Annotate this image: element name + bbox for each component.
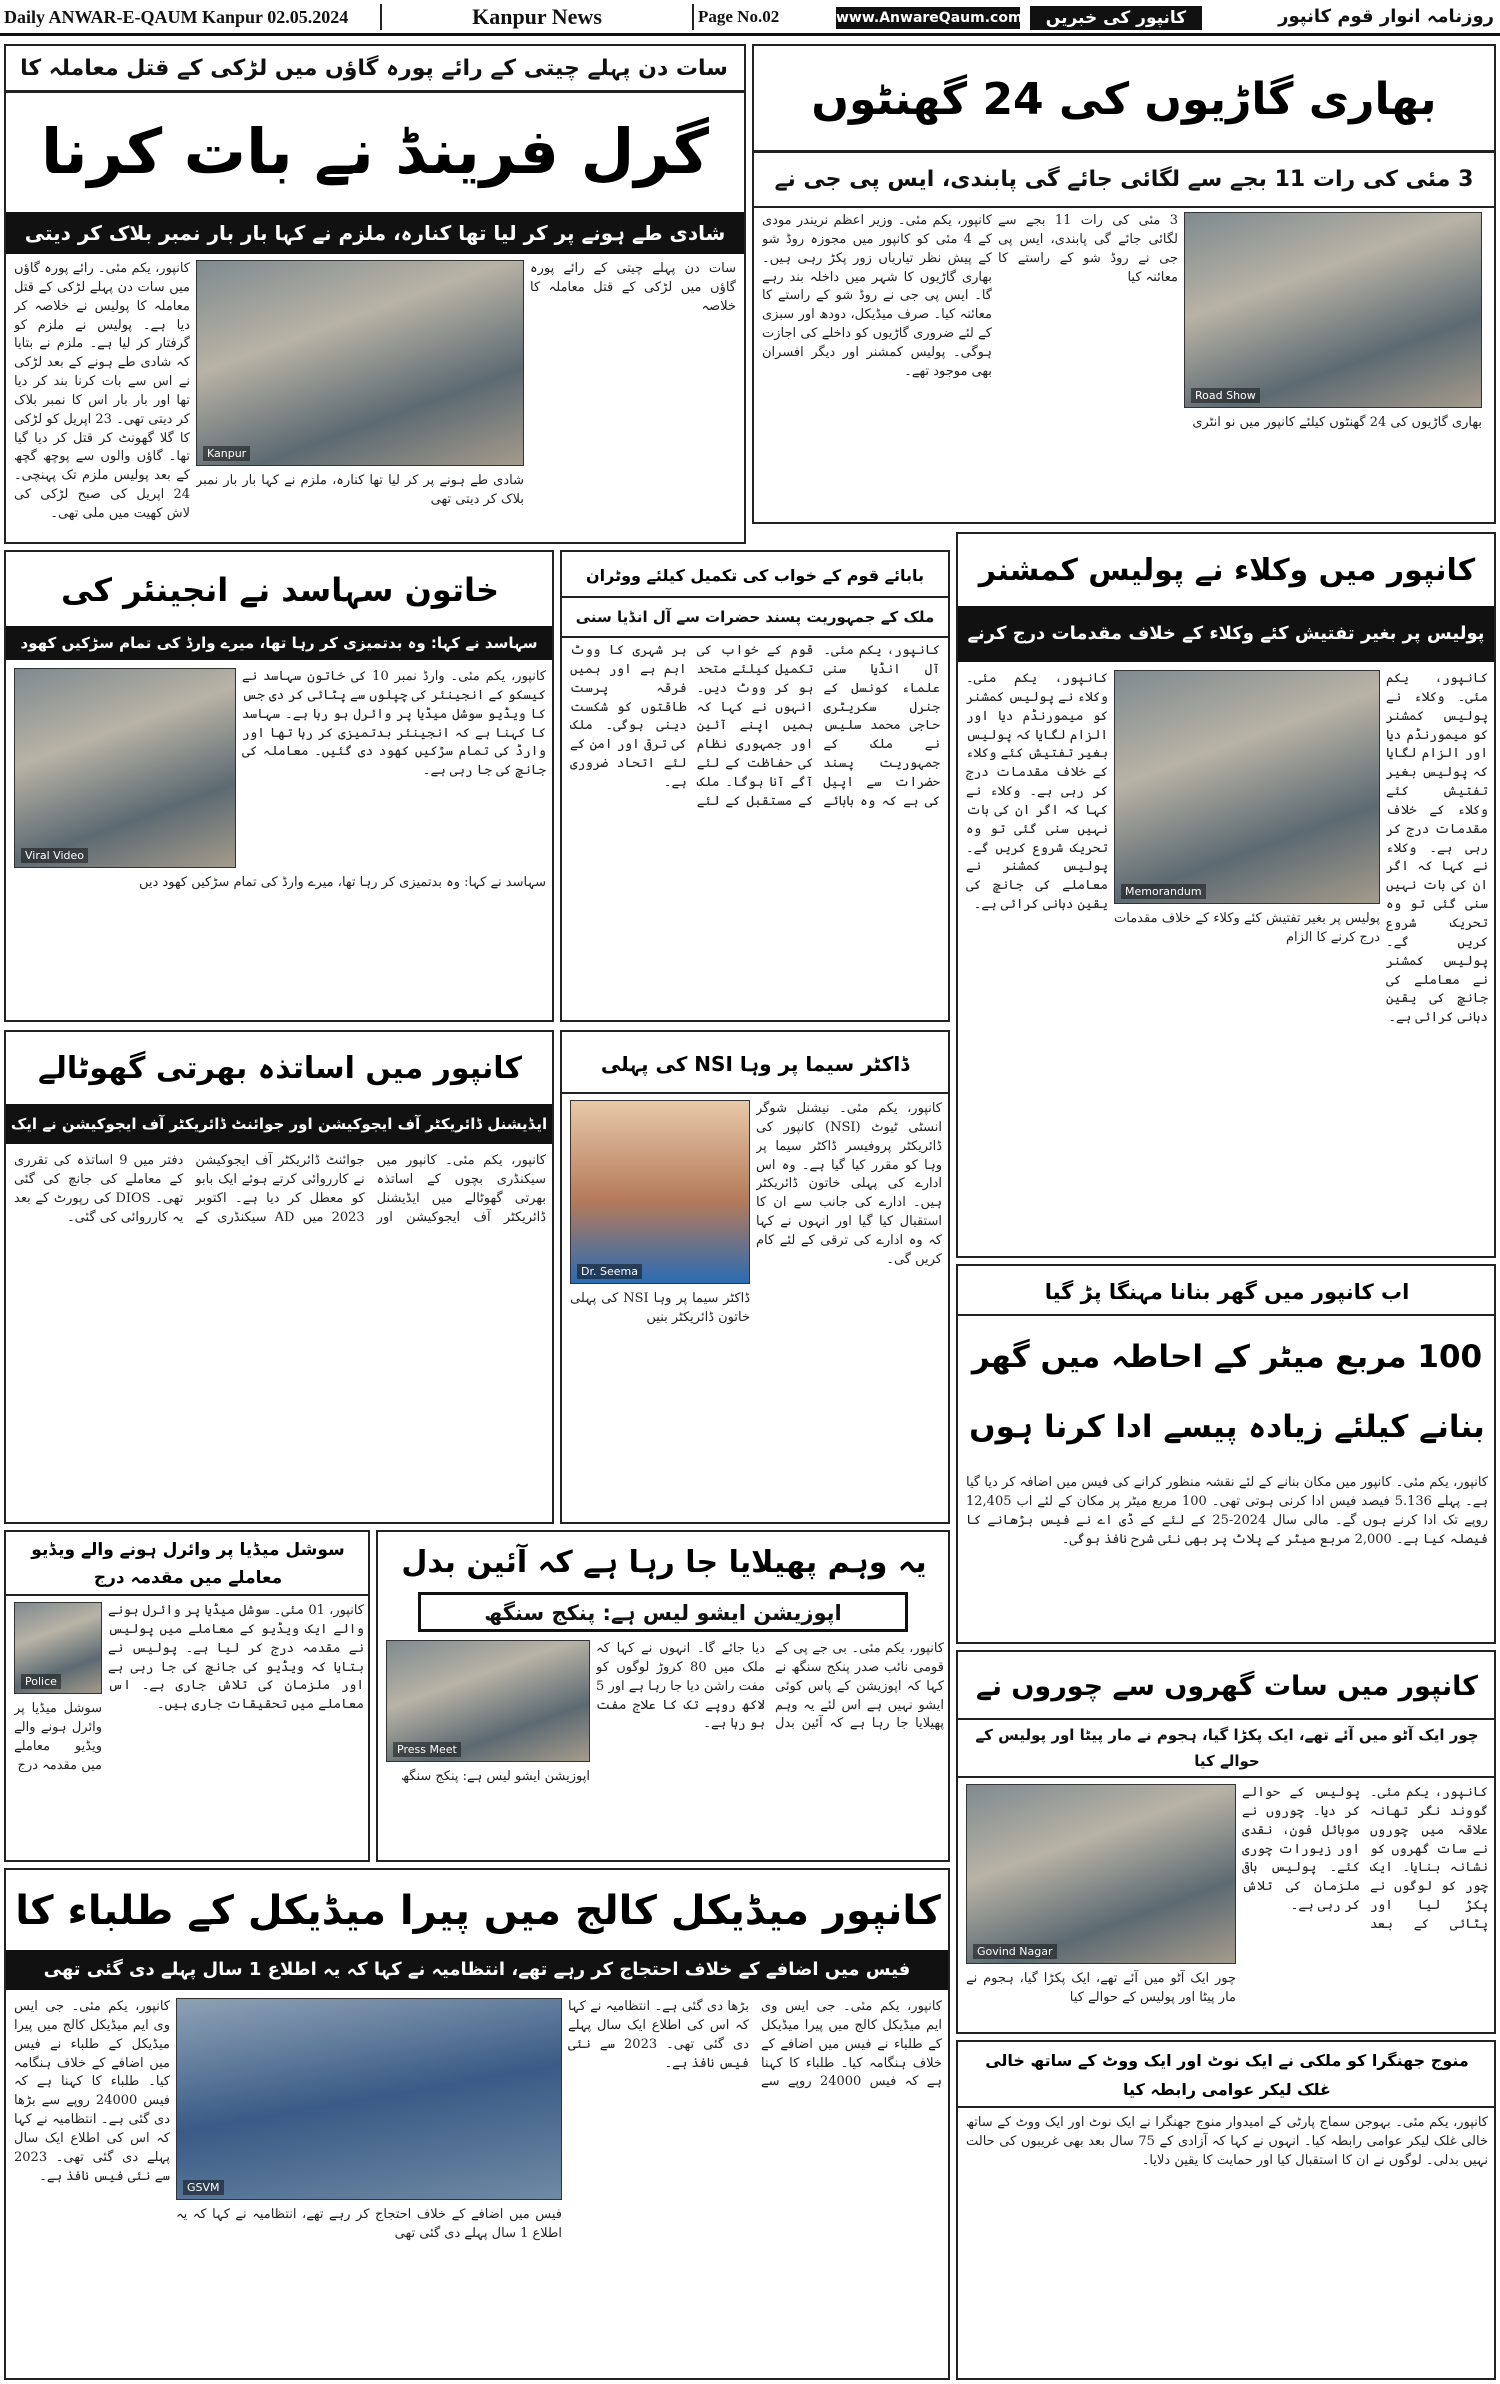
theft-headline: کانپور میں سات گھروں سے چوروں نے	[976, 1671, 1478, 1702]
constitution-subhead: اپوزیشن ایشو لیس ہے: پنکج سنگھ	[418, 1592, 908, 1632]
lawyers-body-col2: پولیس پر بغیر تفتیش کئے وکلاء کے خلاف مقدمات درج کرنے کا الزام	[1114, 911, 1380, 945]
theft-subhead: چور ایک آٹو میں آئے تھے، ایک پکڑا گیا، ہجوم نے مار پیٹا اور پولیس کے حوالے کیا	[975, 1726, 1479, 1770]
masthead-urdu-paper: روزنامہ انوار قوم کانپور	[1278, 6, 1494, 27]
lawyers-body-col3: کانپور، یکم مئی۔ وکلاء نے پولیس کمشنر کو میمورنڈم دیا اور الزام لگایا کہ پولیس بغیر تفتیش کئے وکلاء کے خلاف مقدمات درج کر رہی ہے۔ وکلاء نے کہا کہ اگر ان کی بات نہیں سنی گئی تو وہ تحریک شروع کریں گے۔ پولیس کمشنر نے معاملے کی جانچ کی یقین دہانی کرائی ہے۔	[1386, 671, 1488, 1026]
doctor-body-left: ڈاکٹر سیما پر وہا NSI کی پہلی خاتون ڈائریکٹر بنیں	[570, 1291, 750, 1325]
social-photo-tag: Police	[21, 1674, 61, 1689]
masthead	[0, 0, 1500, 36]
constitution-photo	[386, 1640, 590, 1762]
medical-photo-tag: GSVM	[183, 2180, 224, 2195]
masthead-urdu-section: کانپور کی خبریں	[1030, 6, 1202, 30]
house-headline: اب کانپور میں گھر بنانا مہنگا پڑ گیا	[1044, 1280, 1410, 1304]
manoj-body: کانپور، یکم مئی۔ بہوجن سماج پارٹی کے امیدوار منوج جھنگرا نے ایک نوٹ اور ایک ووٹ کے ساتھ خالی غلک لیکر عوامی رابطہ کیا۔ انہوں نے کہا کہ آزادی کے 75 سال بعد بھی غریبوں کی حالت نہیں بدلی۔ لوگوں نے ان کا استقبال کیا اور حمایت کا یقین دلایا۔	[966, 2115, 1488, 2168]
babay-body: کانپور، یکم مئی۔ آل انڈیا سنی علماء کونسل کے جنرل سکریٹری حاجی محمد سلیس نے ملک کے جمہوریت پسند حضرات سے اپیل کی ہے کہ وہ بابائے قوم کے خواب کی تکمیل کیلئے متحد ہو کر ووٹ دیں۔ انہوں نے کہا کہ ہمیں اپنے آئین اور جمہوری نظام کی حفاظت کے لئے آگے آنا ہوگا۔ ملک کے مستقبل کے لئے ہر شہری کا ووٹ اہم ہے اور ہمیں فرقہ پرست طاقتوں کو شکست دینی ہوگی۔ ملک کی ترقی اور امن کے لئے اتحاد ضروری ہے۔	[570, 643, 940, 809]
vehicles-photo	[1184, 212, 1482, 408]
social-photo	[14, 1602, 102, 1694]
story-medical	[4, 1868, 950, 2380]
masthead-section: Kanpur News	[472, 4, 602, 29]
engineer-body-right: کانپور، یکم مئی۔ وارڈ نمبر 10 کی خاتون سہاسد نے کیسکو کے انجینئر کی چپلوں سے پٹائی کر دی جس کا ویڈیو سوشل میڈیا پر وائرل ہو رہا ہے۔ سہاسد کا کہنا ہے کہ انجینئر بدتمیزی کر رہا تھا اور وارڈ کی تمام سڑکیں کھود دی گئیں۔ معاملہ کی جانچ کی جا رہی ہے۔	[242, 669, 546, 779]
social-body: کانپور، 01 مئی۔ سوشل میڈیا پر وائرل ہونے والے ایک ویڈیو کے معاملے میں پولیس نے مقدمہ درج کر لیا ہے۔ پولیس نے بتایا کہ ویڈیو کی جانچ کی جا رہی ہے اور ملزمان کی تلاش جاری ہے۔ اس معاملے میں تحقیقات جاری ہیں۔	[108, 1603, 364, 1713]
medical-body-below-photo: فیس میں اضافے کے خلاف احتجاج کر رہے تھے، انتظامیہ نے کہا کہ یہ اطلاع 1 سال پہلے دی گئی تھی	[176, 2207, 562, 2241]
engineer-subhead: سہاسد نے کہا: وہ بدتمیزی کر رہا تھا، میرے وارڈ کی تمام سڑکیں کھود	[6, 626, 552, 660]
girlfriend-photo	[196, 260, 524, 466]
girlfriend-photo-tag: Kanpur	[203, 446, 250, 461]
vehicles-headline: بھاری گاڑیوں کی 24 گھنٹوں	[811, 74, 1437, 125]
doctor-headline: ڈاکٹر سیما پر وہا NSI کی پہلی	[600, 1052, 910, 1076]
story-vehicles	[752, 44, 1496, 524]
masthead-daily-label: Daily ANWAR-E-QAUM Kanpur 02.05.2024	[4, 7, 349, 27]
story-theft	[956, 1650, 1496, 2034]
babay-headline: بابائے قوم کے خواب کی تکمیل کیلئے ووٹران	[585, 566, 925, 585]
babay-subhead: ملک کے جمہوریت پسند حضرات سے آل انڈیا سنی	[575, 608, 935, 626]
story-babay-qaum	[560, 550, 950, 1022]
theft-body-bottom: چور ایک آٹو میں آئے تھے، ایک پکڑا گیا، ہجوم نے مار پیٹا اور پولیس کے حوالے کیا	[966, 1971, 1236, 2005]
vehicles-body-right: بھاری گاڑیوں کی 24 گھنٹوں کیلئے کانپور میں نو انٹری	[1192, 415, 1482, 430]
engineer-photo-tag: Viral Video	[21, 848, 88, 863]
engineer-body-bottom: سہاسد نے کہا: وہ بدتمیزی کر رہا تھا، میرے وارڈ کی تمام سڑکیں کھود دیں	[138, 875, 546, 890]
girlfriend-subhead: شادی طے ہونے پر کر لیا تھا کنارہ، ملزم نے کہا بار بار نمبر بلاک کر دیتی	[6, 212, 744, 254]
theft-photo-tag: Govind Nagar	[973, 1944, 1057, 1959]
masthead-page: Page No.02	[698, 7, 780, 26]
masthead-website[interactable]: www.AnwareQaum.com	[836, 7, 1020, 29]
story-house	[956, 1264, 1496, 1644]
teacher-headline: کانپور میں اساتذہ بھرتی گھوٹالے	[38, 1051, 522, 1086]
constitution-headline: یہ وہم پھیلایا جا رہا ہے کہ آئین بدل	[401, 1545, 927, 1580]
lawyers-headline: کانپور میں وکلاء نے پولیس کمشنر	[978, 553, 1476, 588]
girlfriend-body-below-photo: شادی طے ہونے پر کر لیا تھا کنارہ، ملزم نے کہا بار بار نمبر بلاک کر دیتی تھی	[196, 473, 524, 507]
vehicles-photo-tag: Road Show	[1191, 388, 1260, 403]
constitution-body-left: اپوزیشن ایشو لیس ہے: پنکج سنگھ	[401, 1769, 590, 1784]
social-headline: سوشل میڈیا پر وائرل ہونے والے ویڈیو معاملے میں مقدمہ درج	[31, 1540, 345, 1588]
vehicles-body-left: کانپور، یکم مئی۔ وزیر اعظم نریندر مودی کے 4 مئی کو کانپور میں مجوزہ روڈ شو کے پیش نظر تیاریاں زور پکڑ رہی ہیں۔ بھاری گاڑیوں کا شہر میں داخلہ بند رہے گا۔ ایس پی جی نے روڈ شو کے راستے کا معائنہ کیا۔ صرف میڈیکل، دودھ اور سبزی کے لئے ضروری گاڑیوں کو داخلے کی اجازت ہوگی۔ پولیس کمشنر اور دیگر افسران بھی موجود تھے۔	[762, 213, 992, 379]
medical-headline: کانپور میڈیکل کالج میں پیرا میڈیکل کے طلباء کا	[15, 1888, 941, 1934]
lawyers-subhead: پولیس پر بغیر تفتیش کئے وکلاء کے خلاف مقدمات درج کرنے	[958, 606, 1494, 662]
medical-subhead: فیس میں اضافے کے خلاف احتجاج کر رہے تھے، انتظامیہ نے کہا کہ یہ اطلاع 1 سال پہلے دی گئی تھی	[6, 1950, 948, 1990]
story-doctor	[560, 1030, 950, 1524]
theft-body-right: کانپور، یکم مئی۔ گووند نگر تھانہ علاقہ میں چوروں نے سات گھروں کو نشانہ بنایا۔ ایک چور کو لوگوں نے پکڑ لیا اور پٹائی کے بعد پولیس کے حوالے کر دیا۔ چوروں نے موبائل فون، نقدی اور زیورات چوری کئے۔ پولیس باقی ملزمان کی تلاش کر رہی ہے۔	[1242, 1785, 1488, 1932]
house-subhead: 100 مربع میٹر کے احاطہ میں گھر بنانے کیلئے زیادہ پیسے ادا کرنا ہوں	[969, 1339, 1485, 1445]
medical-photo	[176, 1998, 562, 2200]
teacher-body: کانپور، یکم مئی۔ کانپور میں سیکنڈری بچوں کے اساتذہ بھرتی گھوٹالے میں ایڈیشنل ڈائریکٹر آف ایجوکیشن اور جوائنٹ ڈائریکٹر آف ایجوکیشن نے کارروائی کرتے ہوئے ایک بابو کو معطل کر دیا ہے۔ اکتوبر 2023 میں AD سیکنڈری کے دفتر میں 9 اساتذہ کی تقرری کے معاملے کی جانچ کی گئی تھی۔ DIOS کی رپورٹ کے بعد یہ کارروائی کی گئی۔	[14, 1153, 546, 1225]
story-manoj	[956, 2040, 1496, 2380]
story-constitution	[376, 1530, 950, 1862]
girlfriend-body-left: کانپور، یکم مئی۔ رائے پورہ گاؤں میں سات دن پہلے لڑکی کے قتل معاملہ کا پولیس نے خلاصہ کر دیا ہے۔ پولیس نے ملزم کو گرفتار کر لیا ہے۔ ملزم نے بتایا کہ شادی طے ہونے کے بعد لڑکی نے اس سے بات کرنا بند کر دیا تھا اور بار بار اس کا نمبر بلاک کر دیتی تھی۔ 23 اپریل کو لڑکی کا گلا گھونٹ کر قتل کر دیا گیا تھا۔ گاؤں والوں سے پوچھ گچھ کے بعد پولیس ملزم تک پہنچی۔ 24 اپریل کی صبح لڑکی کی لاش کھیت میں ملی تھی۔	[14, 261, 190, 521]
teacher-subhead: ایڈیشنل ڈائریکٹر آف ایجوکیشن اور جوائنٹ ڈائریکٹر آف ایجوکیشن نے ایک	[6, 1104, 552, 1144]
constitution-body: کانپور، یکم مئی۔ بی جے پی کے قومی نائب صدر پنکج سنگھ نے کہا کہ اپوزیشن کے پاس کوئی ایشو نہیں ہے اس لئے یہ وہم پھیلایا جا رہا ہے کہ آئین بدل دیا جائے گا۔ انہوں نے کہا کہ ملک میں 80 کروڑ لوگوں کو مفت راشن دیا جا رہا ہے اور 5 لاکھ روپے تک کا علاج مفت ہو رہا ہے۔	[596, 1641, 944, 1732]
girlfriend-body-right: سات دن پہلے چیتی کے رائے پورہ گاؤں میں لڑکی کے قتل معاملہ کا خلاصہ	[530, 261, 736, 314]
medical-body-right: کانپور، یکم مئی۔ جی ایس وی ایم میڈیکل کالج میں پیرا میڈیکل کے طلباء نے فیس میں اضافے کے خلاف ہنگامہ کیا۔ طلباء کا کہنا ہے کہ فیس 24000 روپے سے بڑھا دی گئی ہے۔ انتظامیہ نے کہا کہ اس کی اطلاع ایک سال پہلے دی گئی تھی۔ 2023 سے نئی فیس نافذ ہے۔	[568, 1999, 942, 2090]
engineer-photo	[14, 668, 236, 868]
girlfriend-kicker: سات دن پہلے چیتی کے رائے پورہ گاؤں میں لڑکی کے قتل معاملہ کا	[20, 56, 728, 81]
story-engineer	[4, 550, 554, 1022]
manoj-headline: منوج جھنگرا کو ملکی نے ایک نوٹ اور ایک ووٹ کے ساتھ خالی غلک لیکر عوامی رابطہ کیا	[985, 2051, 1469, 2099]
theft-photo	[966, 1784, 1236, 1964]
constitution-photo-tag: Press Meet	[393, 1742, 461, 1757]
lawyers-photo-tag: Memorandum	[1121, 884, 1206, 899]
doctor-photo	[570, 1100, 750, 1284]
lawyers-photo	[1114, 670, 1380, 904]
house-body: کانپور، یکم مئی۔ کانپور میں مکان بنانے کے لئے نقشہ منظور کرانے کی فیس میں اضافہ کر دیا گیا ہے۔ پہلے 5.136 فیصد فیس ادا کرنی ہوتی تھی۔ 100 مربع میٹر پر مکان کے لئے اب 12,405 روپے تک ادا کرنے ہوں گے۔ مالی سال 2024-25 کے لئے کے ڈی اے نے فیس بڑھانے کا فیصلہ کیا ہے۔ 2,000 مربع میٹر کے پلاٹ پر بھی نئی شرح نافذ ہوگی۔	[966, 1475, 1488, 1547]
story-girlfriend	[4, 44, 746, 544]
medical-body-left: کانپور، یکم مئی۔ جی ایس وی ایم میڈیکل کالج میں پیرا میڈیکل کے طلباء نے فیس میں اضافے کے خلاف ہنگامہ کیا۔ طلباء کا کہنا ہے کہ فیس 24000 روپے سے بڑھا دی گئی ہے۔ انتظامیہ نے کہا کہ اس کی اطلاع ایک سال پہلے دی گئی تھی۔ 2023 سے نئی فیس نافذ ہے۔	[14, 1999, 170, 2184]
vehicles-body-mid: 3 مئی کی رات 11 بجے سے لگائی جائے گی پابندی، ایس پی جی نے روڈ شو کے راستے کا معائنہ کیا	[998, 213, 1178, 285]
doctor-body-right: کانپور، یکم مئی۔ نیشنل شوگر انسٹی ٹیوٹ (NSI) کانپور کی ڈائریکٹر پروفیسر ڈاکٹر سیما پر وہا کو مقرر کیا گیا ہے۔ وہ اس ادارے کی پہلی خاتون ڈائریکٹر ہیں۔ ادارے کی جانب سے ان کا استقبال کیا گیا اور انہوں نے کہا کہ وہ ادارے کی ترقی کے لئے کام کریں گی۔	[756, 1101, 942, 1267]
social-body-lower: سوشل میڈیا پر وائرل ہونے والے ویڈیو معاملے میں مقدمہ درج	[14, 1701, 102, 1773]
doctor-photo-tag: Dr. Seema	[577, 1264, 642, 1279]
story-lawyers	[956, 532, 1496, 1258]
girlfriend-headline: گرل فرینڈ نے بات کرنا	[41, 115, 709, 188]
story-teacher-scam	[4, 1030, 554, 1524]
engineer-headline: خاتون سہاسد نے انجینئر کی	[60, 571, 500, 609]
lawyers-body-col1: کانپور، یکم مئی۔ وکلاء نے پولیس کمشنر کو میمورنڈم دیا اور الزام لگایا کہ پولیس بغیر تفتیش کئے وکلاء کے خلاف مقدمات درج کر رہی ہے۔ وکلاء نے کہا کہ اگر ان کی بات نہیں سنی گئی تو وہ تحریک شروع کریں گے۔ پولیس کمشنر نے معاملے کی جانچ کی یقین دہانی کرائی ہے۔	[966, 671, 1108, 913]
vehicles-subhead: 3 مئی کی رات 11 بجے سے لگائی جائے گی پابندی، ایس پی جی نے	[774, 167, 1474, 192]
story-social-media	[4, 1530, 370, 1862]
